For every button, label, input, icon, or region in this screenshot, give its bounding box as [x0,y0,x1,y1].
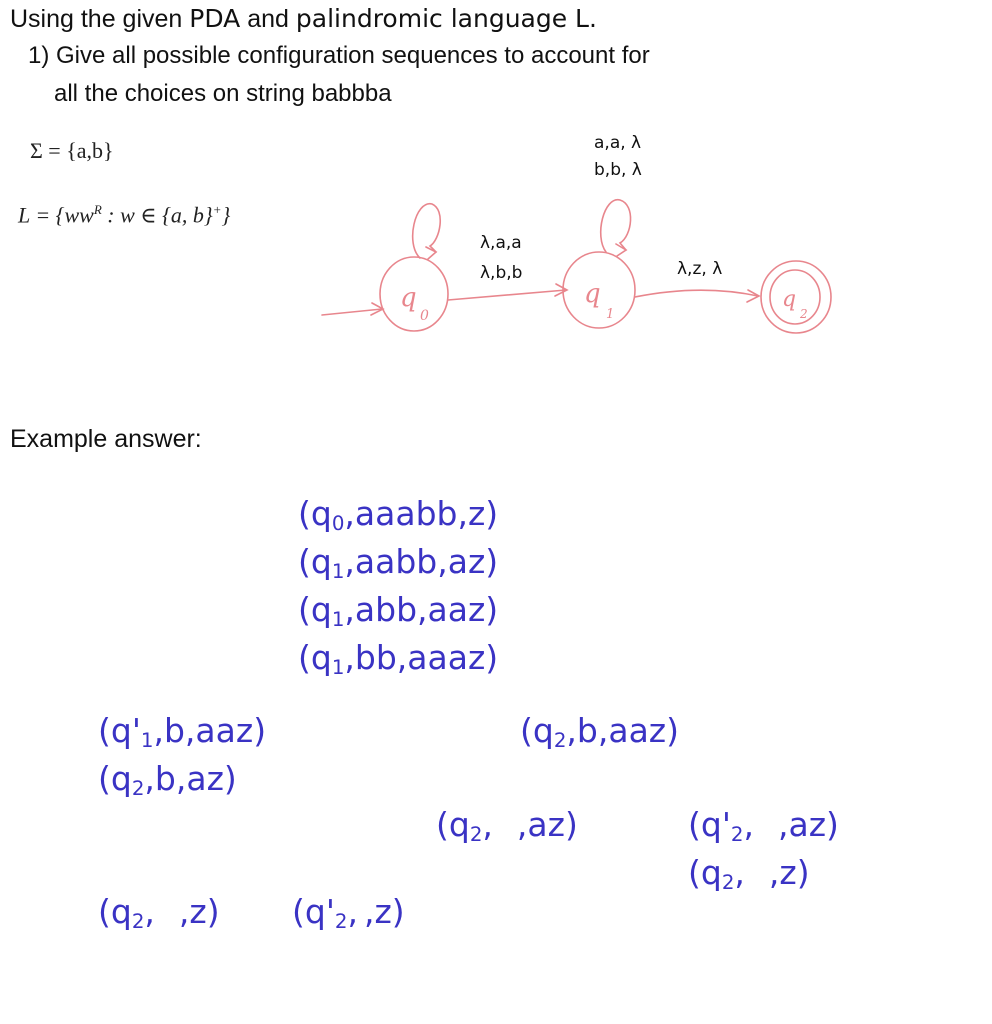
bottom-mid-config [292,893,405,941]
config-line: ($q_2$, ,z) [688,853,810,894]
q0-sub: 0 [420,308,429,324]
q1-sub: 1 [606,307,615,322]
language-plus: + [212,202,222,217]
config-line: $(q'_1,b,aaz)$ [98,711,267,752]
title-language: palindromic language L. [295,4,597,33]
title-and: and [247,5,289,33]
language-prefix: L = {ww [18,202,94,228]
config-line: ($q_2$, ,z) [98,892,220,933]
edge-q0-q1-label-1: λ,a,a [480,233,522,253]
edge-q0-q1-label-2: λ,b,b [480,263,523,283]
q1-loop-arrowhead [616,244,626,256]
config-line: $(q_2,b,aaz)$ [520,711,679,752]
edge-q1-q2-label: λ,z, λ [677,259,723,279]
q1-loop-label-2: b,b, λ [594,160,642,180]
question-number: 1) [28,42,50,69]
q0-self-loop [413,204,441,258]
config-line: $(q_0,aaabb,z)$ [298,494,499,535]
left-branch [98,712,266,808]
far-right-branch [688,806,839,902]
config-line: $(q_1,bb,aaaz)$ [298,638,499,679]
config-line: $(q_1,aabb,az)$ [298,542,499,583]
title-prefix: Using the given [10,5,183,33]
q0-label: q [400,283,417,313]
edge-q1-q2 [635,290,758,297]
q1-loop-label-1: a,a, λ [594,133,642,153]
q2-label: q [782,287,797,312]
q1-label: q [584,279,601,309]
config-line: ($q'_2$, ,az) [688,805,839,846]
main-sequence [298,495,498,687]
language-suffix: : w ∈ {a, b} [101,202,213,228]
sigma-definition: Σ = {a,b} [30,138,114,163]
right-branch [520,712,679,760]
example-label: Example answer: [10,425,202,453]
language-sup: R [93,202,102,217]
question-line-2: all the choices on string babbba [54,80,392,107]
title-pda: PDA [189,4,241,33]
q0-loop-arrowhead [426,247,436,259]
config-line: $(q_2,b,az)$ [98,759,237,800]
middle-config [436,806,578,854]
q2-sub: 2 [800,307,808,321]
config-line: ($q'_2$, ,z) [292,892,405,933]
language-close: } [221,202,231,228]
config-line: ($q_2$, ,az) [436,805,578,846]
bottom-left-config [98,893,220,941]
edge-q0-q1 [448,290,566,300]
question-text-1: Give all possible configuration sequences to account for [56,42,650,69]
config-line: $(q_1,abb,aaz)$ [298,590,499,631]
